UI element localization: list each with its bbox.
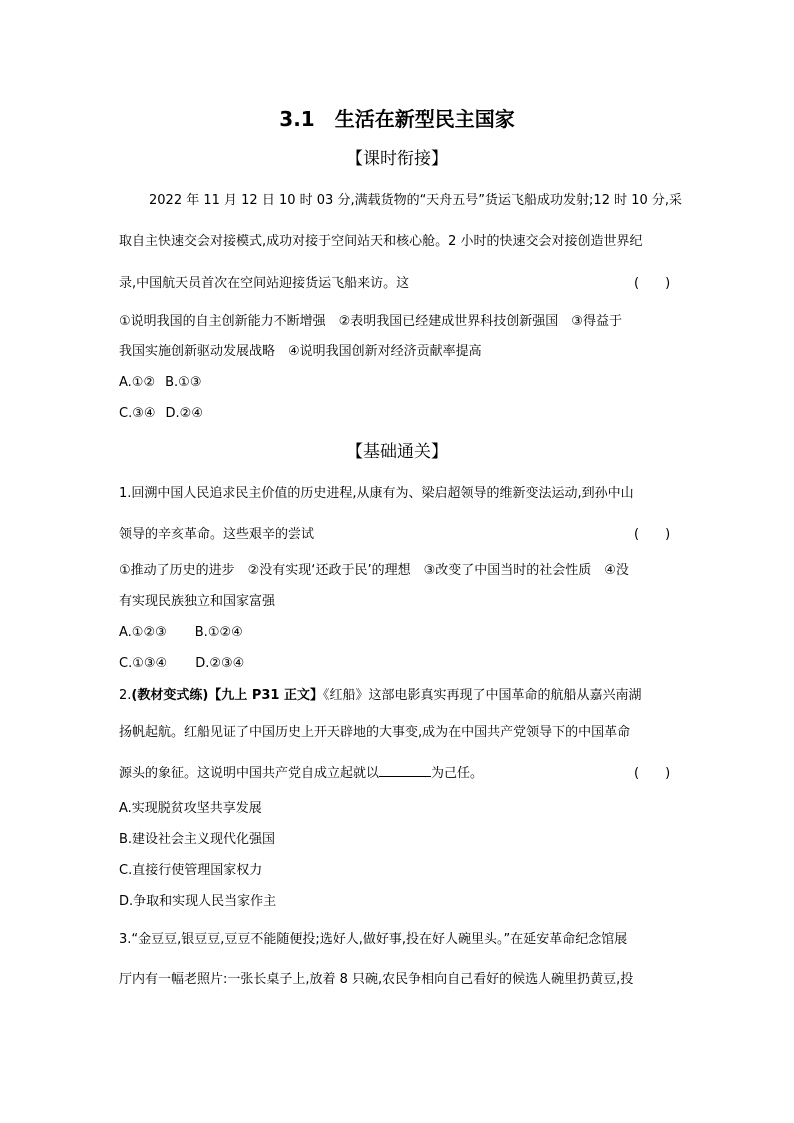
option-c: C.①③④ (119, 656, 168, 671)
option-row (119, 623, 679, 643)
section-heading-lesson-link: 【课时衔接】 (346, 149, 448, 169)
q2-line-2: 扬帆起航。红船见证了中国历史上开天辟地的大事变,成为在中国共产党领导下的中国革命 (119, 725, 631, 740)
q2-line-1-text: 《红船》这部电影真实再现了中国革命的航船从嘉兴南湖 (322, 688, 642, 703)
intro-line-3: 录,中国航天员首次在空间站迎接货运飞船来访。这 (119, 276, 410, 291)
option-a: A.①② (119, 375, 156, 390)
fill-blank (379, 764, 431, 777)
q2-line-1 (119, 686, 679, 706)
q3-line-1: 3.“金豆豆,银豆豆,豆豆不能随便投;选好人,做好事,投在好人碗里头。”在延安革命纪念馆展 (119, 932, 628, 947)
option-row (119, 654, 679, 674)
q2-number: 2. (119, 688, 132, 703)
intro-statement-2: 我国实施创新驱动发展战略 ④说明我国创新对经济贡献率提高 (119, 344, 482, 359)
q2-tag-variant: (教材变式练) (131, 688, 209, 703)
q1-line-1: 1.回溯中国人民追求民主价值的历史进程,从康有为、梁启超领导的维新变法运动,到孙中山 (119, 486, 634, 501)
q2-line-3-after: 为己任。 (431, 766, 484, 781)
answer-paren: ( ) (634, 276, 671, 291)
option-d: D.②④ (165, 406, 203, 421)
q1-line-2: 领导的辛亥革命。这些艰辛的尝试 (119, 527, 315, 542)
answer-paren: ( ) (634, 527, 671, 542)
option-a: A.①②③ (119, 625, 167, 640)
option-b: B.建设社会主义现代化强国 (119, 832, 276, 847)
intro-line-1: 2022 年 11 月 12 日 10 时 03 分,满载货物的“天舟五号”货运飞船成功发射;12 时 10 分,采 (149, 193, 683, 208)
q1-statement-2: 有实现民族独立和国家富强 (119, 594, 276, 609)
option-d: D.②③④ (195, 656, 245, 671)
option-b: B.①③ (165, 375, 202, 390)
q2-line-3-before: 源头的象征。这说明中国共产党自成立起就以 (119, 766, 380, 781)
option-a: A.实现脱贫攻坚共享发展 (119, 801, 262, 816)
q1-statement-1: ①推动了历史的进步 ②没有实现‘还政于民’的理想 ③改变了中国当时的社会性质 ④没 (119, 563, 629, 578)
q2-line-3 (119, 764, 679, 784)
q2-tag-textbook: 【九上 P31 正文】 (208, 688, 323, 703)
section-heading-basic: 【基础通关】 (346, 442, 448, 462)
option-c: C.直接行使管理国家权力 (119, 863, 263, 878)
page-title: 3.1 生活在新型民主国家 (279, 107, 515, 131)
option-row (119, 373, 679, 393)
option-d: D.争取和实现人民当家作主 (119, 894, 277, 909)
option-b: B.①②④ (194, 625, 243, 640)
intro-line-2: 取自主快速交会对接模式,成功对接于空间站天和核心舱。2 小时的快速交会对接创造世界纪 (119, 234, 643, 249)
option-row (119, 404, 679, 424)
q3-line-2: 厅内有一幅老照片:一张长桌子上,放着 8 只碗,农民争相向自己看好的候选人碗里扔黄豆,投 (119, 972, 634, 987)
intro-statement-1: ①说明我国的自主创新能力不断增强 ②表明我国已经建成世界科技创新强国 ③得益于 (119, 314, 622, 329)
option-c: C.③④ (119, 406, 156, 421)
answer-paren: ( ) (634, 766, 671, 781)
